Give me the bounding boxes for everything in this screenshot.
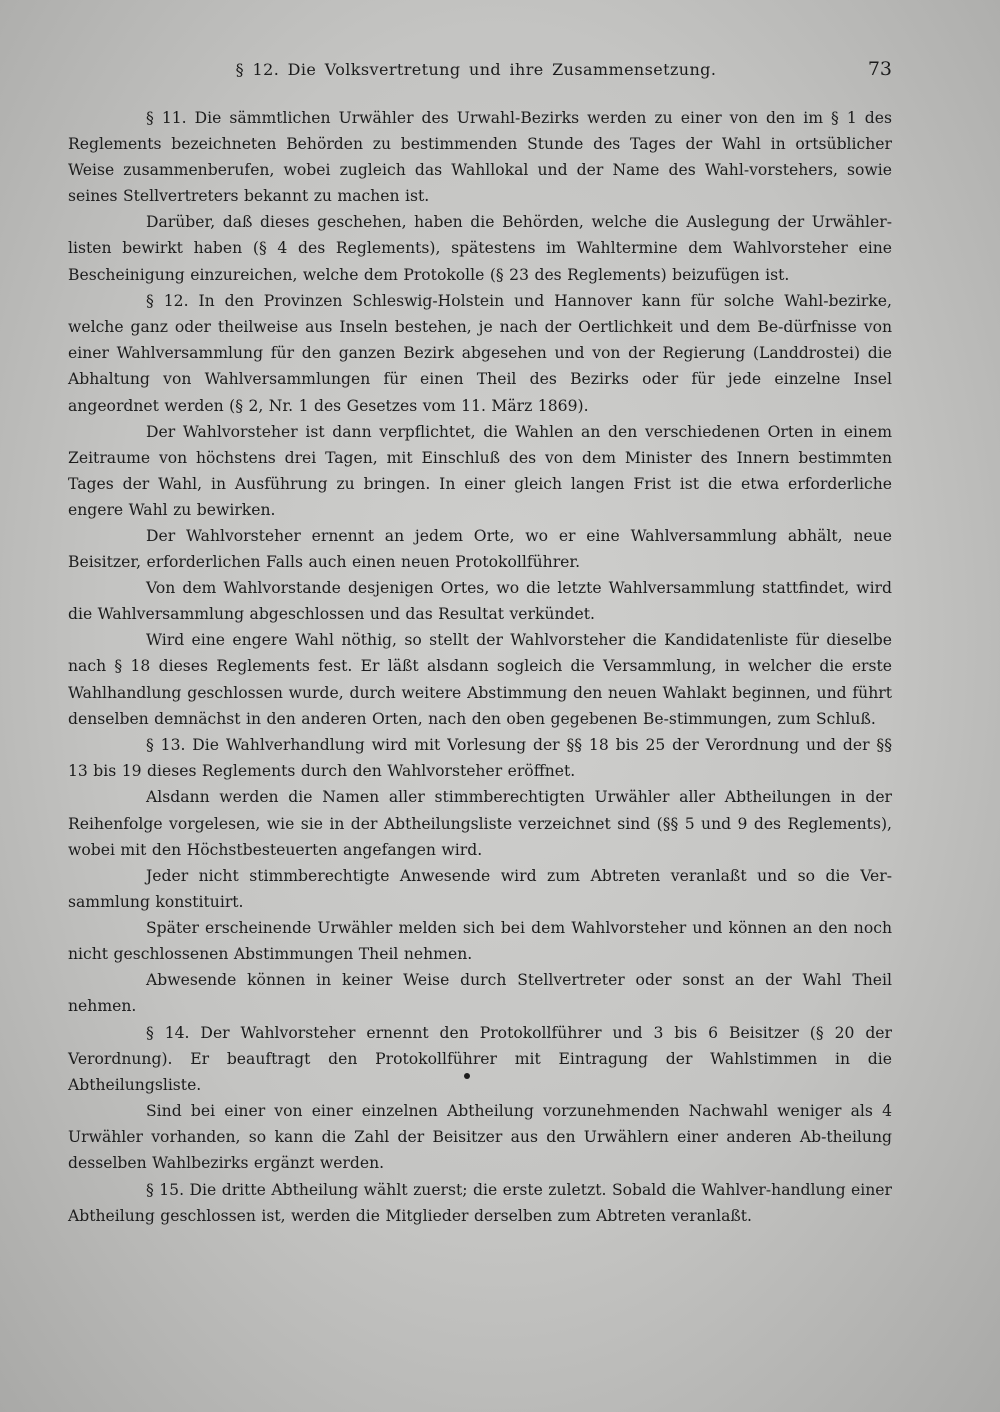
paragraph: Sind bei einer von einer einzelnen Abtheilung vorzunehmenden Nachwahl weniger als 4 Urwähler vorhanden, so kann die Zahl der Beisitzer aus den Urwählern einer anderen Ab-theilung desselben Wahlbezirks ergänzt werden. — [68, 1102, 892, 1173]
paragraph: Der Wahlvorsteher ernennt an jedem Orte, wo er eine Wahlversammlung abhält, neue Beisitzer, erforderlichen Falls auch einen neuen Protokollführer. — [68, 527, 892, 572]
paragraph-section-15: § 15. Die dritte Abtheilung wählt zuerst; die erste zuletzt. Sobald die Wahlver-handlung einer Abtheilung geschlossen ist, werden die Mitglieder derselben zum Abtreten veranlaßt. — [68, 1180, 892, 1225]
paragraph: Der Wahlvorsteher ist dann verpflichtet, die Wahlen an den verschiedenen Orten in einem Zeitraume von höchstens drei Tagen, mit Einschluß des von dem Minister des Innern bestimmten Tages der Wahl, in Ausführung zu bringen. In einer gleich langen Frist ist die etwa erforderliche engere Wahl zu bewirken. — [68, 422, 892, 519]
paragraph: Jeder nicht stimmberechtigte Anwesende wird zum Abtreten veranlaßt und so die Ver-sammlung konstituirt. — [68, 866, 892, 911]
paragraph: Wird eine engere Wahl nöthig, so stellt der Wahlvorsteher die Kandidatenliste für dieselbe nach § 18 dieses Reglements fest. Er läßt alsdann sogleich die Versammlung, in welcher die erste Wahlhandlung geschlossen wurde, durch weitere Abstimmung den neuen Wahlakt beginnen, und führt denselben demnächst in den anderen Orten, nach den oben gegebenen Be-stimmungen, zum Schluß. — [68, 631, 892, 728]
page-number: 73 — [867, 58, 892, 80]
running-header — [60, 56, 892, 88]
paragraph: Abwesende können in keiner Weise durch Stellvertreter oder sonst an der Wahl Theil nehmen. — [68, 971, 892, 1016]
paragraph: Darüber, daß dieses geschehen, haben die Behörden, welche die Auslegung der Urwähler-listen bewirkt haben (§ 4 des Reglements), spätestens im Wahltermine dem Wahlvorsteher eine Bescheinigung einzureichen, welche dem Protokolle (§ 23 des Reglements) beizufügen ist. — [68, 213, 892, 284]
paragraph: Alsdann werden die Namen aller stimmberechtigten Urwähler aller Abtheilungen in der Reihenfolge vorgelesen, wie sie in der Abtheilungsliste verzeichnet sind (§§ 5 und 9 des Reglements), wobei mit den Höchstbesteuerten angefangen wird. — [68, 788, 892, 859]
paragraph-section-14: § 14. Der Wahlvorsteher ernennt den Protokollführer und 3 bis 6 Beisitzer (§ 20 der Verordnung). Er beauftragt den Protokollführer mit Eintragung der Wahlstimmen in die Abtheilungsliste. — [68, 1023, 892, 1094]
page-body — [68, 105, 892, 1229]
paragraph-section-12: § 12. In den Provinzen Schleswig-Holstein und Hannover kann für solche Wahl-bezirke, welche ganz oder theilweise aus Inseln bestehen, je nach der Oertlichkeit und dem Be-dürfnisse von einer Wahlversammlung für den ganzen Bezirk abgesehen und von der Regierung (Landdrostei) die Abhaltung von Wahlversammlungen für einen Theil des Bezirks oder für jede einzelne Insel angeordnet werden (§ 2, Nr. 1 des Gesetzes vom 11. März 1869). — [68, 292, 892, 415]
paragraph: Später erscheinende Urwähler melden sich bei dem Wahlvorsteher und können an den noch nicht geschlossenen Abstimmungen Theil nehmen. — [68, 918, 892, 963]
running-title: § 12. Die Volksvertretung und ihre Zusammensetzung. — [235, 60, 717, 79]
paragraph: Von dem Wahlvorstande desjenigen Ortes, wo die letzte Wahlversammlung stattfindet, wird die Wahlversammlung abgeschlossen und das Resultat verkündet. — [68, 579, 892, 624]
ink-spot — [464, 1073, 470, 1079]
paragraph-section-13: § 13. Die Wahlverhandlung wird mit Vorlesung der §§ 18 bis 25 der Verordnung und der §§ 13 bis 19 dieses Reglements durch den Wahlvorsteher eröffnet. — [68, 736, 892, 781]
paragraph-section-11: § 11. Die sämmtlichen Urwähler des Urwahl-Bezirks werden zu einer von den im § 1 des Reglements bezeichneten Behörden zu bestimmenden Stunde des Tages der Wahl in ortsüblicher Weise zusammenberufen, wobei zugleich das Wahllokal und der Name des Wahl-vorstehers, sowie seines Stellvertreters bekannt zu machen ist. — [68, 109, 892, 206]
